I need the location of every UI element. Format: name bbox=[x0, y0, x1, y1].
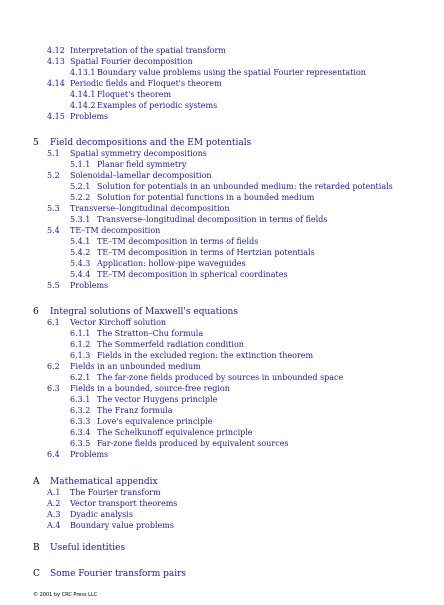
toc-entry-title[interactable]: Solution for potential functions in a bounded medium bbox=[97, 193, 315, 202]
toc-entry-title[interactable]: Problems bbox=[70, 450, 109, 459]
toc-entry-title[interactable]: Transverse–longitudinal decomposition in terms of fields bbox=[97, 215, 328, 224]
toc-entry-number: 6.1.3 bbox=[70, 351, 91, 360]
toc-entry-title[interactable]: Fields in an unbounded medium bbox=[70, 362, 201, 371]
toc-entry-number: 4.12 bbox=[47, 46, 65, 55]
toc-entry-title[interactable]: Vector Kirchoff solution bbox=[70, 318, 167, 327]
toc-entry-title[interactable]: The Fourier transform bbox=[70, 488, 161, 497]
toc-entry-title[interactable]: TE–TM decomposition in terms of Hertzian potentials bbox=[97, 248, 315, 257]
toc-entry-title[interactable]: The Schelkunoff equivalence principle bbox=[97, 428, 253, 437]
toc-entry-number: 6.1.2 bbox=[70, 340, 91, 349]
toc-entry-number: 4.14.1 bbox=[70, 90, 96, 99]
toc-entry-number: 5.2.2 bbox=[70, 193, 91, 202]
toc-entry-number: 6.4 bbox=[47, 450, 60, 459]
toc-entry-number: 4.13 bbox=[47, 57, 65, 66]
toc-entry-title[interactable]: Interpretation of the spatial transform bbox=[70, 46, 226, 55]
toc-entry-number: 4.14 bbox=[47, 79, 65, 88]
toc-entry-title[interactable]: Boundary value problems bbox=[70, 521, 174, 530]
toc-entry-number: 6.3 bbox=[47, 384, 60, 393]
toc-entry-title[interactable]: Spatial Fourier decomposition bbox=[70, 57, 193, 66]
toc-entry-title[interactable]: Fields in the excluded region: the extinction theorem bbox=[97, 351, 314, 360]
toc-entry-number: 6.3.4 bbox=[70, 428, 91, 437]
toc-entry-number: 4.13.1 bbox=[70, 68, 96, 77]
toc-entry-number: A.3 bbox=[47, 510, 61, 519]
toc-entry-title[interactable]: Integral solutions of Maxwell's equations bbox=[50, 307, 238, 317]
toc-entry-title[interactable]: Boundary value problems using the spatial Fourier representation bbox=[97, 68, 366, 77]
toc-entry-title[interactable]: The Franz formula bbox=[97, 406, 173, 415]
toc-entry-number: A.1 bbox=[47, 488, 61, 497]
toc-entry-title[interactable]: Planar field symmetry bbox=[97, 160, 187, 169]
toc-entry-title[interactable]: Solenoidal–lamellar decomposition bbox=[70, 171, 212, 180]
toc-entry-number: 6.3.3 bbox=[70, 417, 91, 426]
toc-entry-number: 6.2.1 bbox=[70, 373, 91, 382]
toc-entry-number: 5.2.1 bbox=[70, 182, 91, 191]
toc-entry-number: A.4 bbox=[47, 521, 61, 530]
toc-entry-title[interactable]: Vector transport theorems bbox=[70, 499, 178, 508]
toc-entry-title[interactable]: Periodic fields and Floquet's theorem bbox=[70, 79, 222, 88]
toc-entry-number: C bbox=[33, 569, 40, 579]
toc-entry-number: 6 bbox=[33, 307, 39, 317]
toc-entry-title[interactable]: The Stratton–Chu formula bbox=[97, 329, 204, 338]
toc-entry-number: 5.1 bbox=[47, 149, 60, 158]
toc-entry-number: 5.5 bbox=[47, 281, 60, 290]
toc-entry-number: 5.4.3 bbox=[70, 259, 91, 268]
toc-entry-title[interactable]: Useful identities bbox=[50, 543, 126, 553]
toc-entry-number: 4.15 bbox=[47, 112, 65, 121]
toc-entry-number: 6.3.5 bbox=[70, 439, 91, 448]
toc-entry-number: 5.3 bbox=[47, 204, 60, 213]
toc-entry-title[interactable]: The far-zone fields produced by sources in unbounded space bbox=[97, 373, 344, 382]
toc-entry-number: 6.3.1 bbox=[70, 395, 91, 404]
toc-entry-number: A bbox=[33, 477, 40, 487]
toc-entry-number: 5.4.1 bbox=[70, 237, 91, 246]
toc-entry-title[interactable]: Floquet's theorem bbox=[97, 90, 172, 99]
toc-entry-number: 4.14.2 bbox=[70, 101, 96, 110]
toc-entry-number: 5.3.1 bbox=[70, 215, 91, 224]
toc-entry-number: 5.2 bbox=[47, 171, 60, 180]
toc-entry-title[interactable]: Dyadic analysis bbox=[70, 510, 133, 519]
copyright-footer: © 2001 by CRC Press LLC bbox=[33, 592, 98, 598]
toc-entry-title[interactable]: Application: hollow-pipe waveguides bbox=[97, 259, 246, 268]
toc-entry-number: 5 bbox=[33, 138, 39, 148]
toc-entry-number: 5.4.4 bbox=[70, 270, 91, 279]
toc-entry-title[interactable]: Problems bbox=[70, 281, 109, 290]
toc-entry-number: B bbox=[33, 543, 40, 553]
toc-entry-title[interactable]: The vector Huygens principle bbox=[97, 395, 218, 404]
toc-entry-title[interactable]: Problems bbox=[70, 112, 109, 121]
toc-entry-title[interactable]: TE–TM decomposition bbox=[70, 226, 161, 235]
toc-entry-title[interactable]: Field decompositions and the EM potentials bbox=[50, 138, 252, 148]
toc-entry-title[interactable]: Far-zone fields produced by equivalent sources bbox=[97, 439, 289, 448]
toc-entry-title[interactable]: Solution for potentials in an unbounded medium: the retarded potentials bbox=[97, 182, 393, 191]
toc-entry-number: 6.1 bbox=[47, 318, 60, 327]
toc-entry-title[interactable]: Fields in a bounded, source-free region bbox=[70, 384, 230, 393]
toc-entry-title[interactable]: Love's equivalence principle bbox=[97, 417, 213, 426]
toc-entry-number: 6.3.2 bbox=[70, 406, 91, 415]
toc-entry-title[interactable]: TE–TM decomposition in spherical coordinates bbox=[97, 270, 288, 279]
toc-entry-number: 5.1.1 bbox=[70, 160, 91, 169]
toc-entry-number: 6.1.1 bbox=[70, 329, 91, 338]
toc-entry-title[interactable]: The Sommerfeld radiation condition bbox=[97, 340, 244, 349]
toc-entry-title[interactable]: Spatial symmetry decompositions bbox=[70, 149, 207, 158]
toc-entry-number: 5.4 bbox=[47, 226, 60, 235]
toc-entry-title[interactable]: Examples of periodic systems bbox=[97, 101, 218, 110]
toc-entry-title[interactable]: Transverse–longitudinal decomposition bbox=[70, 204, 230, 213]
toc-entry-title[interactable]: TE–TM decomposition in terms of fields bbox=[97, 237, 259, 246]
toc-entry-title[interactable]: Some Fourier transform pairs bbox=[50, 569, 187, 579]
toc-entry-number: 5.4.2 bbox=[70, 248, 91, 257]
toc-entry-number: 6.2 bbox=[47, 362, 60, 371]
toc-entry-title[interactable]: Mathematical appendix bbox=[50, 477, 158, 487]
toc-entry-number: A.2 bbox=[47, 499, 61, 508]
